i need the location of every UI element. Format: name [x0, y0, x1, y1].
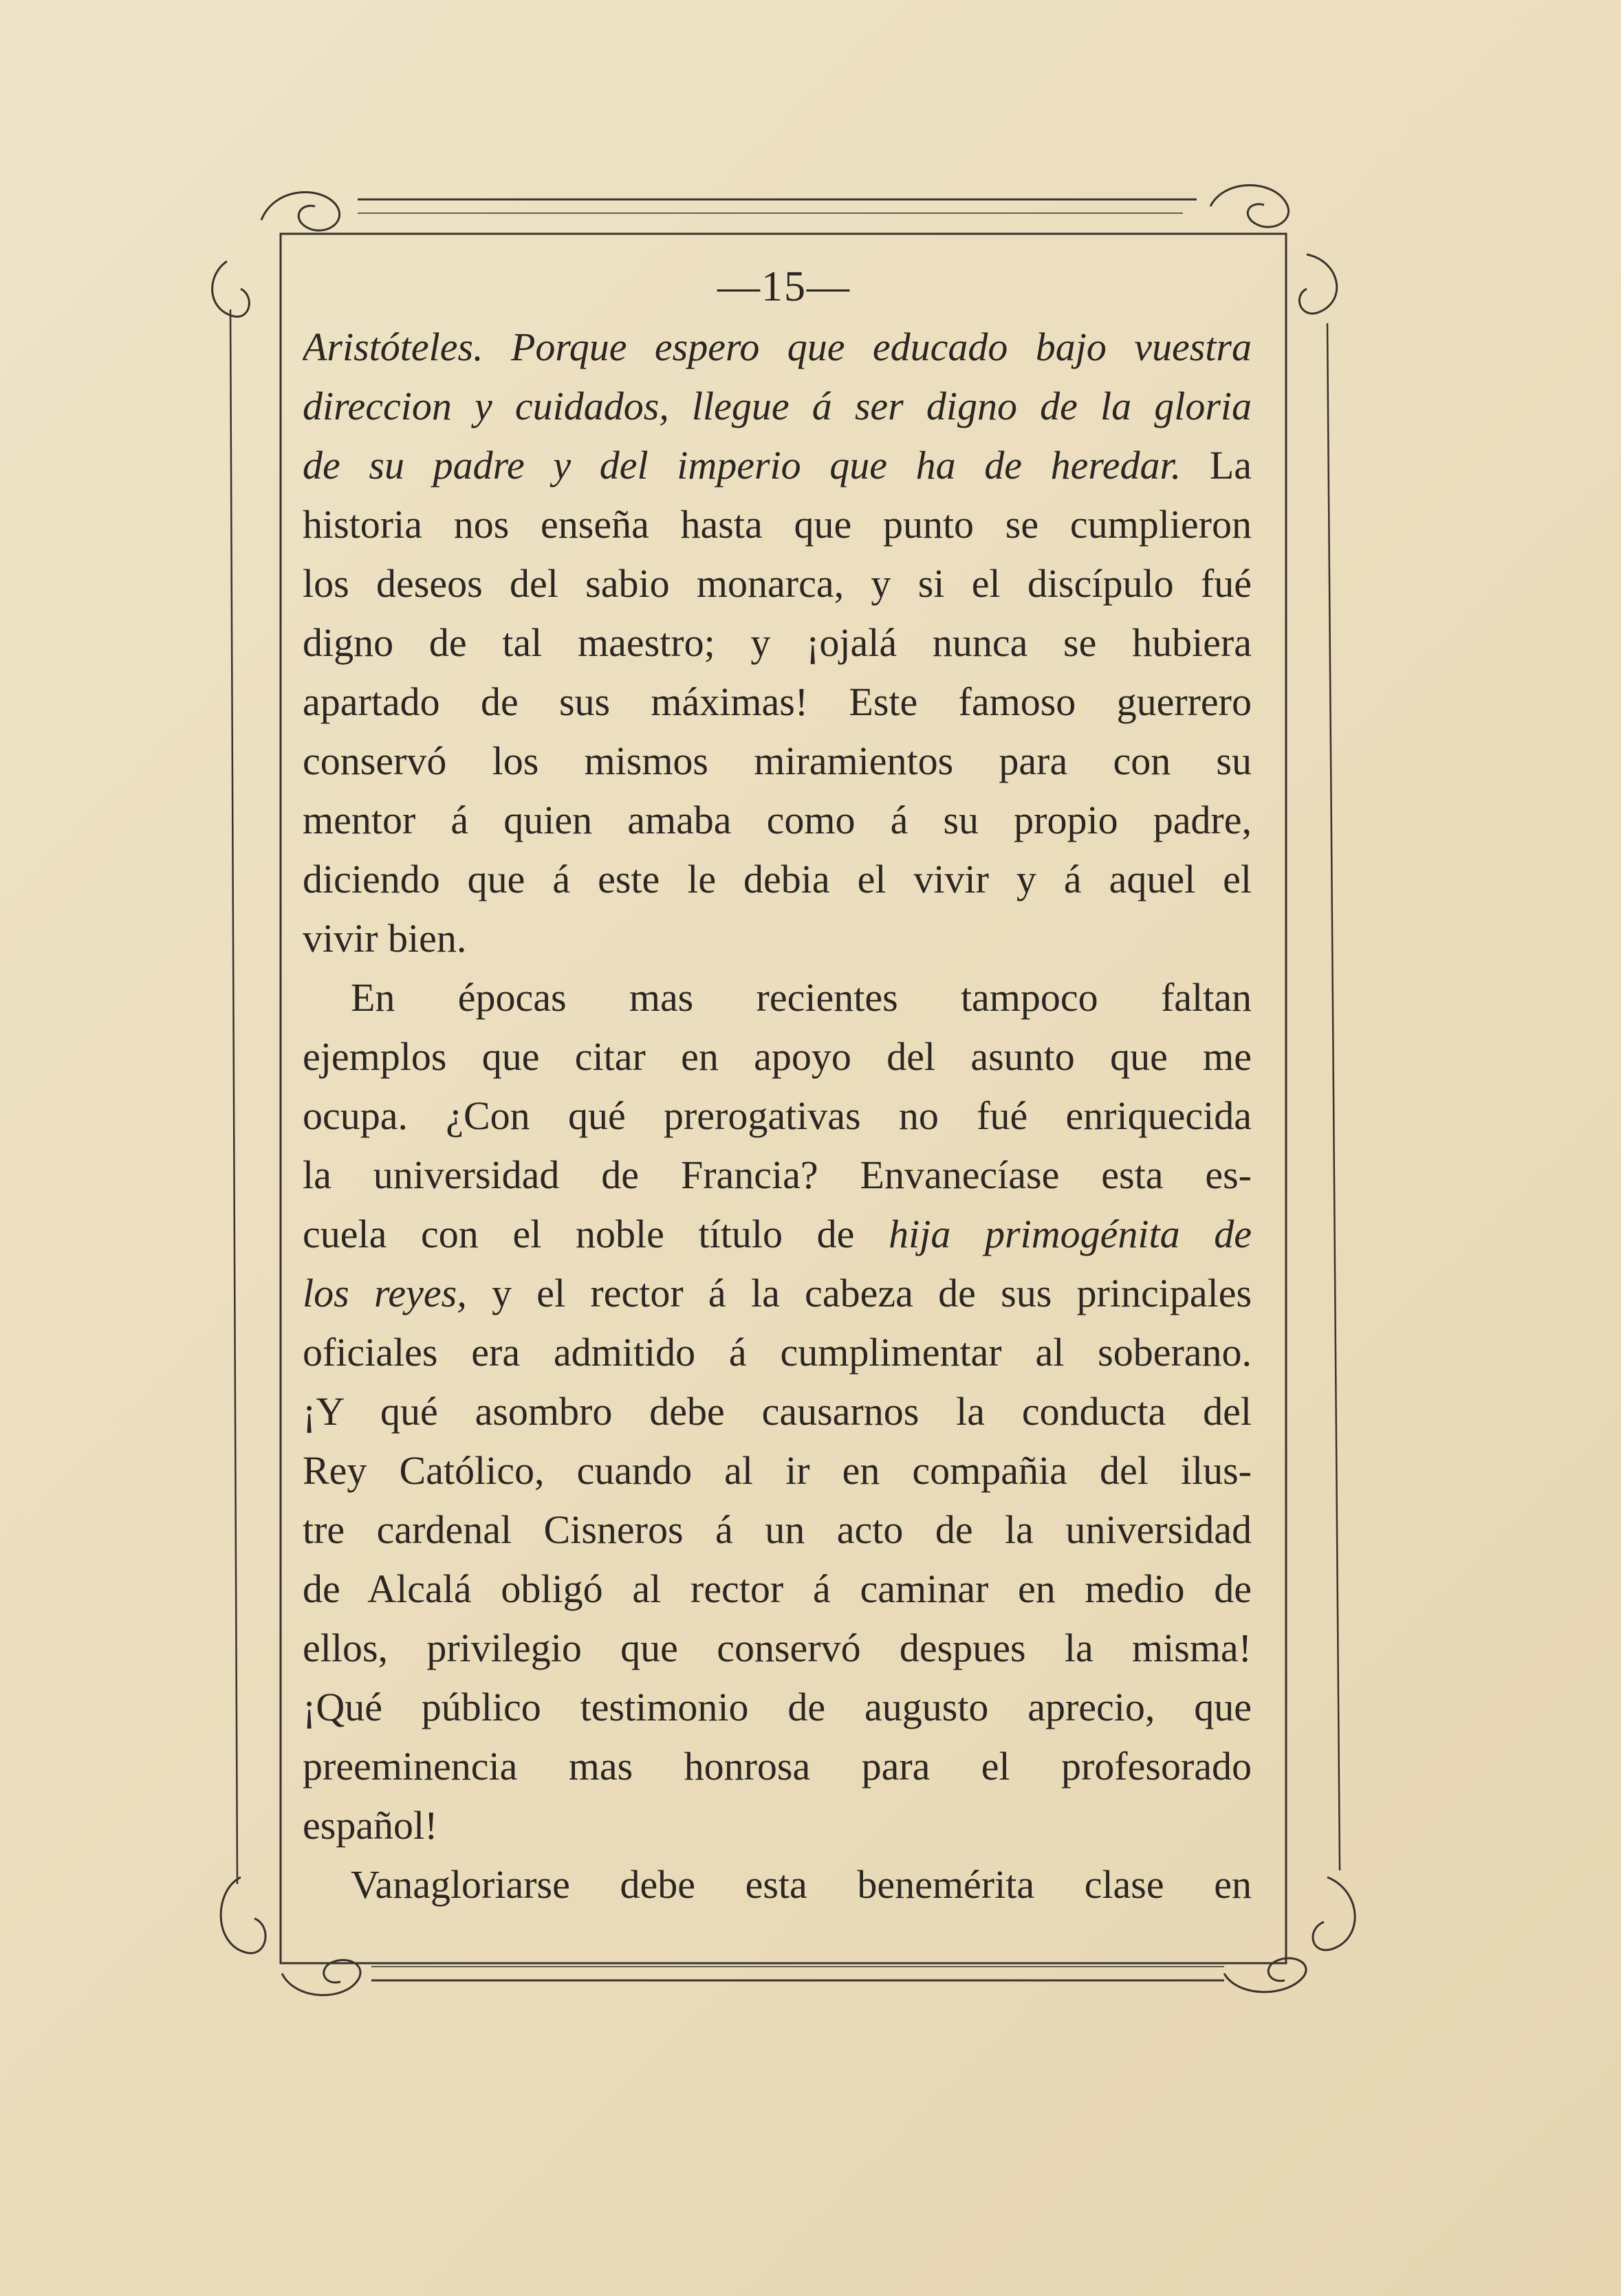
text-line [303, 436, 1252, 495]
text-line [303, 554, 1252, 613]
italic-text: Aristóteles. Porque espero que educado bajo vuestra [303, 325, 1252, 369]
body-text-span: y el rector á la cabeza de sus principales [466, 1271, 1252, 1315]
body-text-span: oficiales era admitido á cumplimentar al soberano. [303, 1330, 1252, 1375]
text-line [303, 673, 1252, 732]
text-line [303, 613, 1252, 673]
text-line [303, 909, 1252, 968]
body-text-span: ¡Qué público testimonio de augusto aprecio, que [303, 1685, 1252, 1729]
body-text-span: vivir bien. [303, 916, 467, 961]
text-line [303, 1382, 1252, 1441]
text-line [303, 1323, 1252, 1382]
body-text-span: diciendo que á este le debia el vivir y á aquel el [303, 857, 1252, 901]
italic-text: de su padre y del imperio que ha de heredar. [303, 443, 1182, 488]
body-text-span: ellos, privilegio que conservó despues la misma! [303, 1626, 1252, 1670]
text-line [303, 850, 1252, 909]
text-line [303, 1086, 1252, 1146]
italic-text: los reyes, [303, 1271, 467, 1315]
body-text-span: cuela con el noble título de [303, 1212, 889, 1256]
body-text-span: En épocas mas recientes tampoco faltan [351, 975, 1252, 1020]
body-text-span: preeminencia mas honrosa para el profesorado [303, 1744, 1252, 1789]
body-text-span: ¡Y qué asombro debe causarnos la conducta del [303, 1389, 1252, 1434]
body-text-span: apartado de sus máximas! Este famoso guerrero [303, 679, 1252, 724]
body-text-span: conservó los mismos miramientos para con su [303, 739, 1252, 783]
text-line [303, 1205, 1252, 1264]
text-line [303, 1678, 1252, 1737]
body-text [303, 318, 1252, 1914]
text-line [303, 791, 1252, 850]
body-text-span: historia nos enseña hasta que punto se cumplieron [303, 502, 1252, 547]
text-line [303, 1441, 1252, 1500]
text-line [303, 1796, 1252, 1855]
body-text-span: los deseos del sabio monarca, y si el discípulo fué [303, 561, 1252, 606]
page-number: —15— [717, 263, 851, 310]
text-line [303, 1264, 1252, 1323]
body-text-span: tre cardenal Cisneros á un acto de la universidad [303, 1507, 1252, 1552]
text-line [303, 1146, 1252, 1205]
body-text-span: ejemplos que citar en apoyo del asunto que me [303, 1034, 1252, 1079]
body-text-span: la universidad de Francia? Envanecíase esta es- [303, 1152, 1252, 1197]
text-line [303, 1027, 1252, 1086]
body-text-span: Rey Católico, cuando al ir en compañia del ilus- [303, 1448, 1252, 1493]
text-line [303, 1500, 1252, 1560]
italic-text: hija primogénita de [889, 1212, 1252, 1256]
text-line [303, 1619, 1252, 1678]
text-line [303, 318, 1252, 377]
text-line [303, 495, 1252, 554]
body-text-span: La [1181, 443, 1252, 488]
body-text-span: Vanagloriarse debe esta benemérita clase en [351, 1862, 1252, 1907]
text-line [303, 1737, 1252, 1796]
text-line [303, 377, 1252, 436]
body-text-span: digno de tal maestro; y ¡ojalá nunca se hubiera [303, 620, 1252, 665]
text-line [303, 1855, 1252, 1914]
text-line [303, 732, 1252, 791]
text-line [303, 1560, 1252, 1619]
body-text-span: de Alcalá obligó al rector á caminar en medio de [303, 1566, 1252, 1611]
italic-text: direccion y cuidados, llegue á ser digno de la gloria [303, 384, 1252, 428]
body-text-span: español! [303, 1803, 438, 1848]
body-text-span: mentor á quien amaba como á su propio padre, [303, 798, 1252, 842]
text-line [303, 968, 1252, 1027]
body-text-span: ocupa. ¿Con qué prerogativas no fué enriquecida [303, 1093, 1252, 1138]
